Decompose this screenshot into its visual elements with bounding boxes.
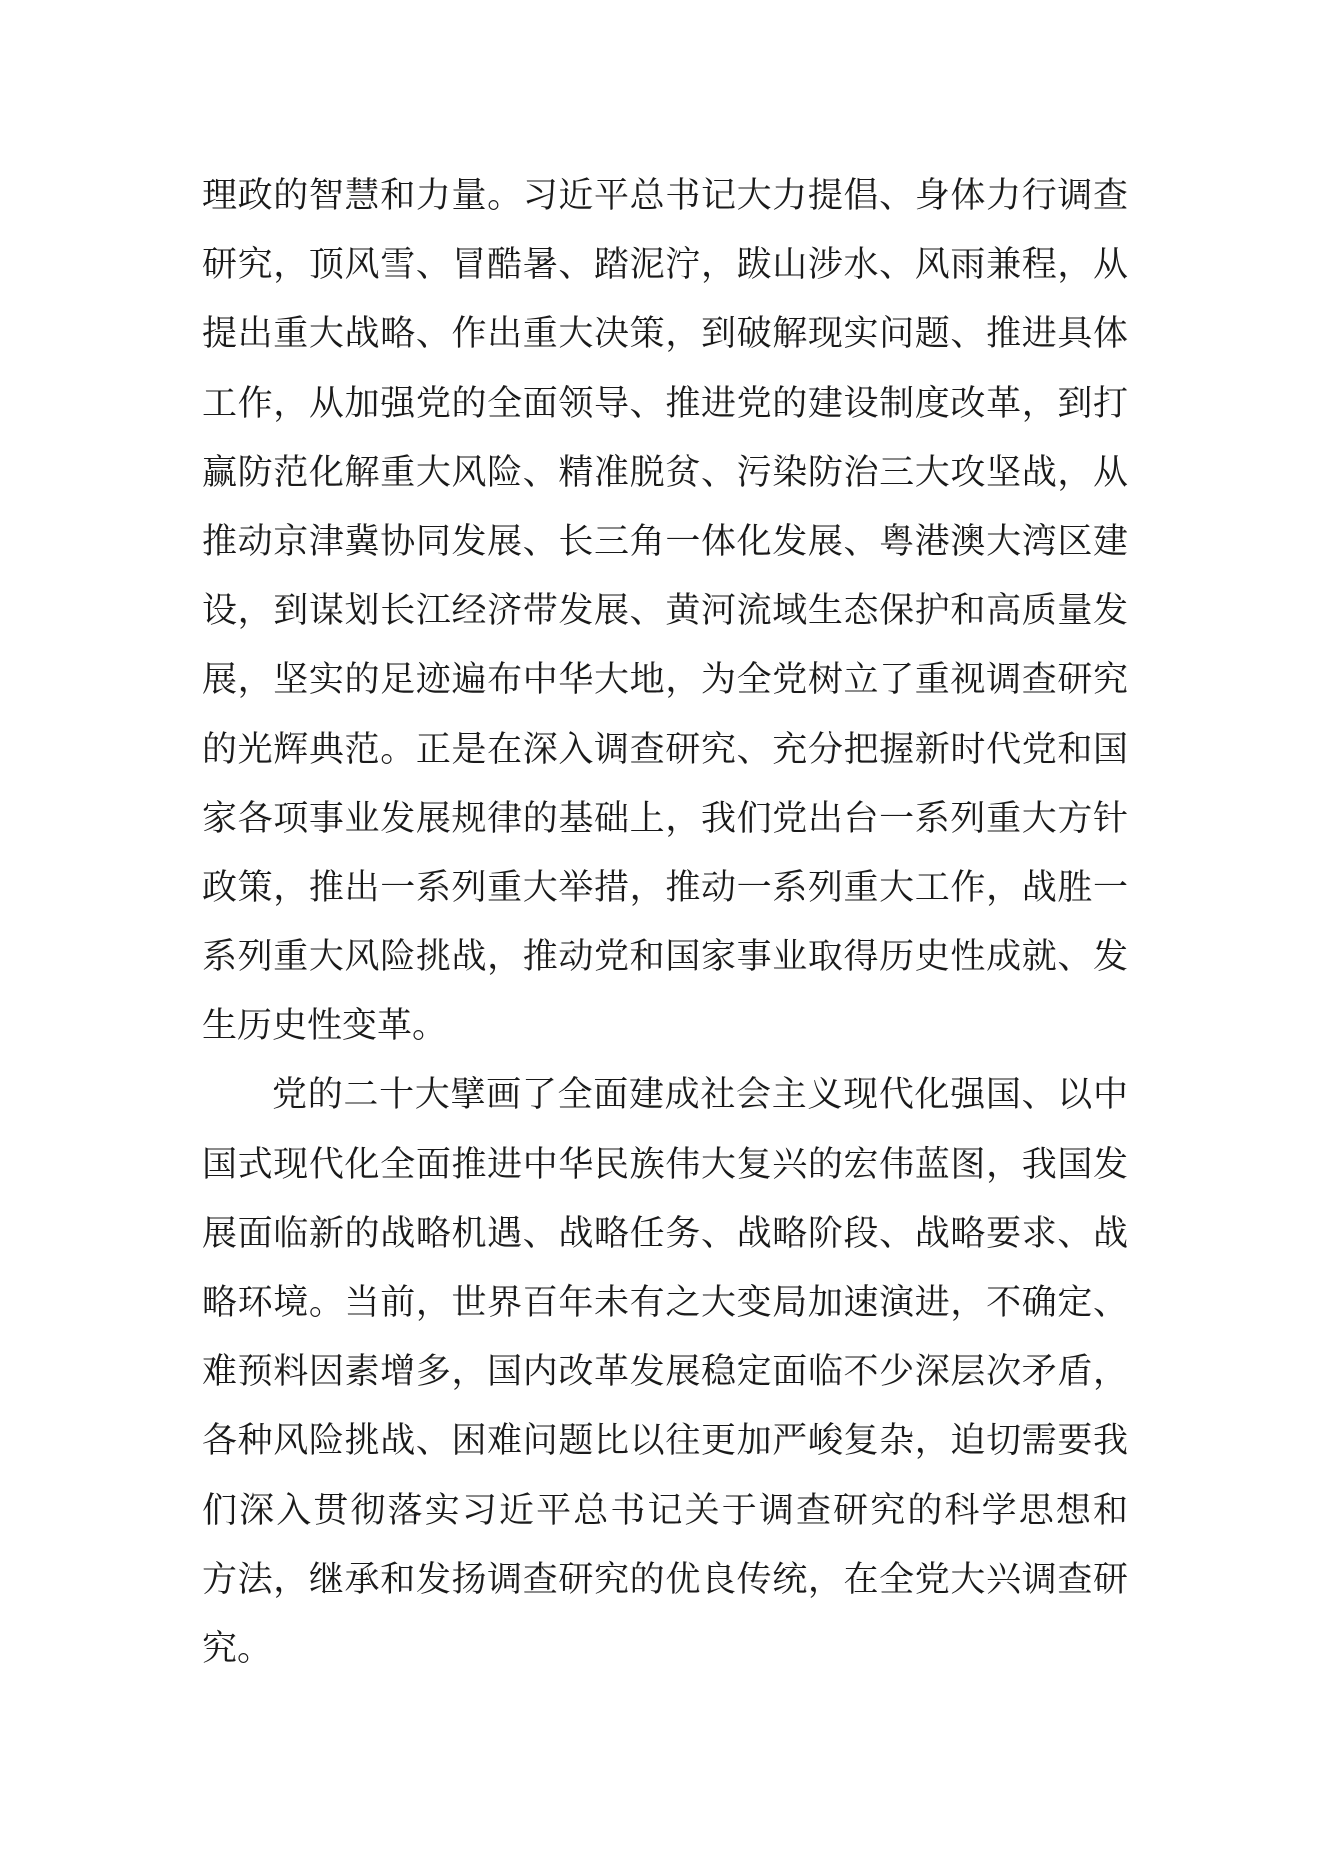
text-line: 国式现代化全面推进中华民族伟大复兴的宏伟蓝图，我国发 [202,1144,1128,1185]
text-line: 方法，继承和发扬调查研究的优良传统，在全党大兴调查研 [202,1559,1128,1600]
paragraph-1 [202,162,1128,1061]
text-line: 研究，顶风雪、冒酷暑、踏泥泞，跋山涉水、风雨兼程，从 [202,245,1128,286]
text-line: 提出重大战略、作出重大决策，到破解现实问题、推进具体 [202,314,1128,355]
text-line: 赢防范化解重大风险、精准脱贫、污染防治三大攻坚战，从 [202,452,1128,493]
text-line: 究。 [202,1628,273,1669]
text-line: 党的二十大擘画了全面建成社会主义现代化强国、以中 [272,1075,1128,1116]
text-line: 推动京津冀协同发展、长三角一体化发展、粤港澳大湾区建 [202,521,1128,562]
text-line: 们深入贯彻落实习近平总书记关于调查研究的科学思想和 [202,1490,1128,1531]
text-line: 展面临新的战略机遇、战略任务、战略阶段、战略要求、战 [202,1213,1128,1254]
body-text [202,162,1128,1684]
text-line: 工作，从加强党的全面领导、推进党的建设制度改革，到打 [202,383,1128,424]
text-line: 设，到谋划长江经济带发展、黄河流域生态保护和高质量发 [202,591,1128,632]
paragraph-2 [202,1061,1128,1684]
text-line: 生历史性变革。 [202,1006,448,1047]
text-line: 难预料因素增多，国内改革发展稳定面临不少深层次矛盾， [202,1352,1128,1393]
text-line: 展，坚实的足迹遍布中华大地，为全党树立了重视调查研究 [202,660,1128,701]
text-line: 政策，推出一系列重大举措，推动一系列重大工作，战胜一 [202,867,1128,908]
text-line: 各种风险挑战、困难问题比以往更加严峻复杂，迫切需要我 [202,1421,1128,1462]
text-line: 的光辉典范。正是在深入调查研究、充分把握新时代党和国 [202,729,1128,770]
text-line: 略环境。当前，世界百年未有之大变局加速演进，不确定、 [202,1283,1128,1323]
text-line: 系列重大风险挑战，推动党和国家事业取得历史性成就、发 [202,937,1128,978]
text-line: 理政的智慧和力量。习近平总书记大力提倡、身体力行调查 [202,176,1128,216]
text-line: 家各项事业发展规律的基础上，我们党出台一系列重大方针 [202,798,1128,839]
